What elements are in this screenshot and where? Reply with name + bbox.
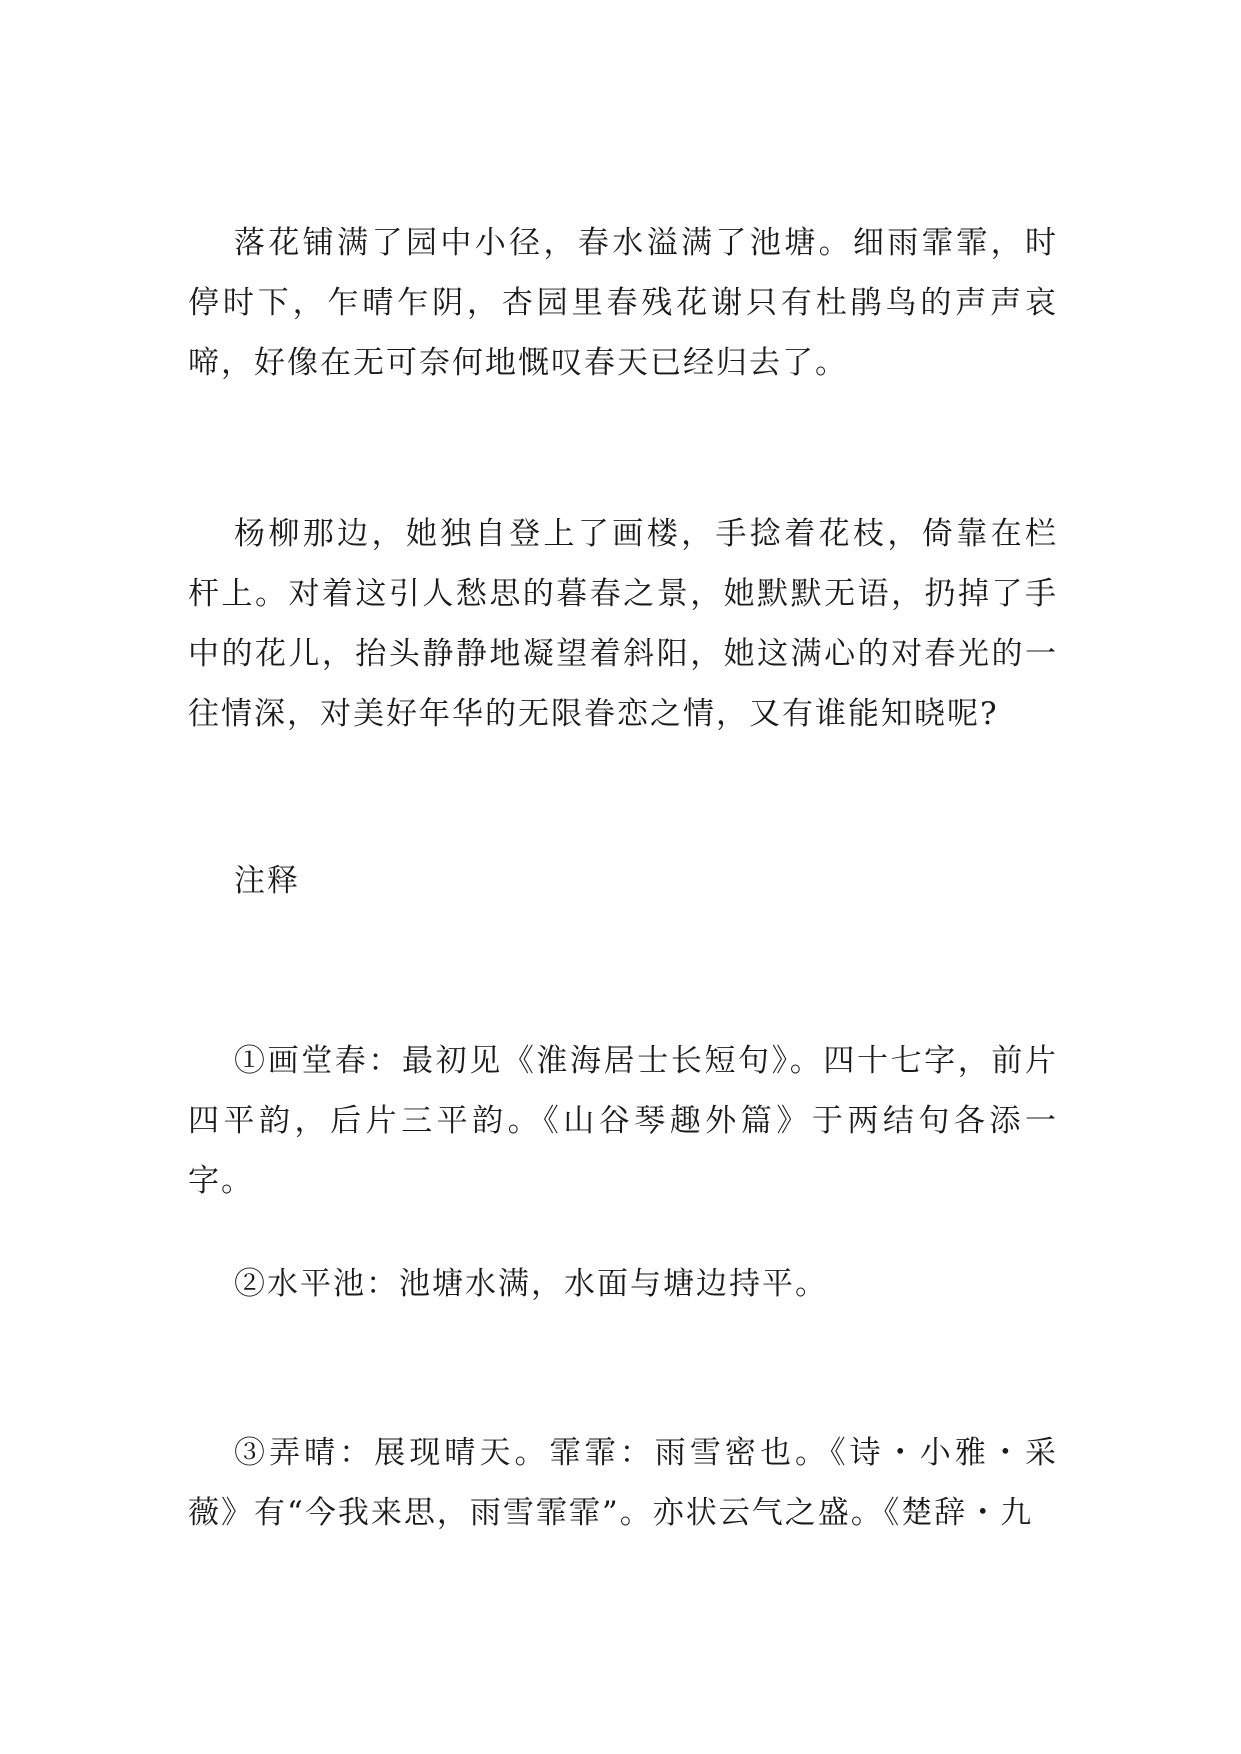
note-3: ③弄晴：展现晴天。霏霏：雨雪密也。《诗・小雅・采薇》有“今我来思，雨雪霏霏”。亦状云气之盛。《楚辞・九: [188, 1435, 1058, 1531]
translation-paragraph-2: 杨柳那边，她独自登上了画楼，手捻着花枝，倚靠在栏杆上。对着这引人愁思的暮春之景，她默默无语，扔掉了手中的花儿，抬头静静地凝望着斜阳，她这满心的对春光的一往情深，对美好年华的无限眷恋之情，又有谁能知晓呢?: [188, 516, 1058, 732]
note-2: ②水平池：池塘水满，水面与塘边持平。: [234, 1266, 828, 1302]
notes-heading: 注释: [234, 863, 300, 899]
note-1: ①画堂春：最初见《淮海居士长短句》。四十七字，前片四平韵，后片三平韵。《山谷琴趣外篇》于两结句各添一字。: [188, 1043, 1058, 1199]
translation-paragraph-1: 落花铺满了园中小径，春水溢满了池塘。细雨霏霏，时停时下，乍晴乍阴，杏园里春残花谢只有杜鹃鸟的声声哀啼，好像在无可奈何地慨叹春天已经归去了。: [188, 225, 1058, 381]
